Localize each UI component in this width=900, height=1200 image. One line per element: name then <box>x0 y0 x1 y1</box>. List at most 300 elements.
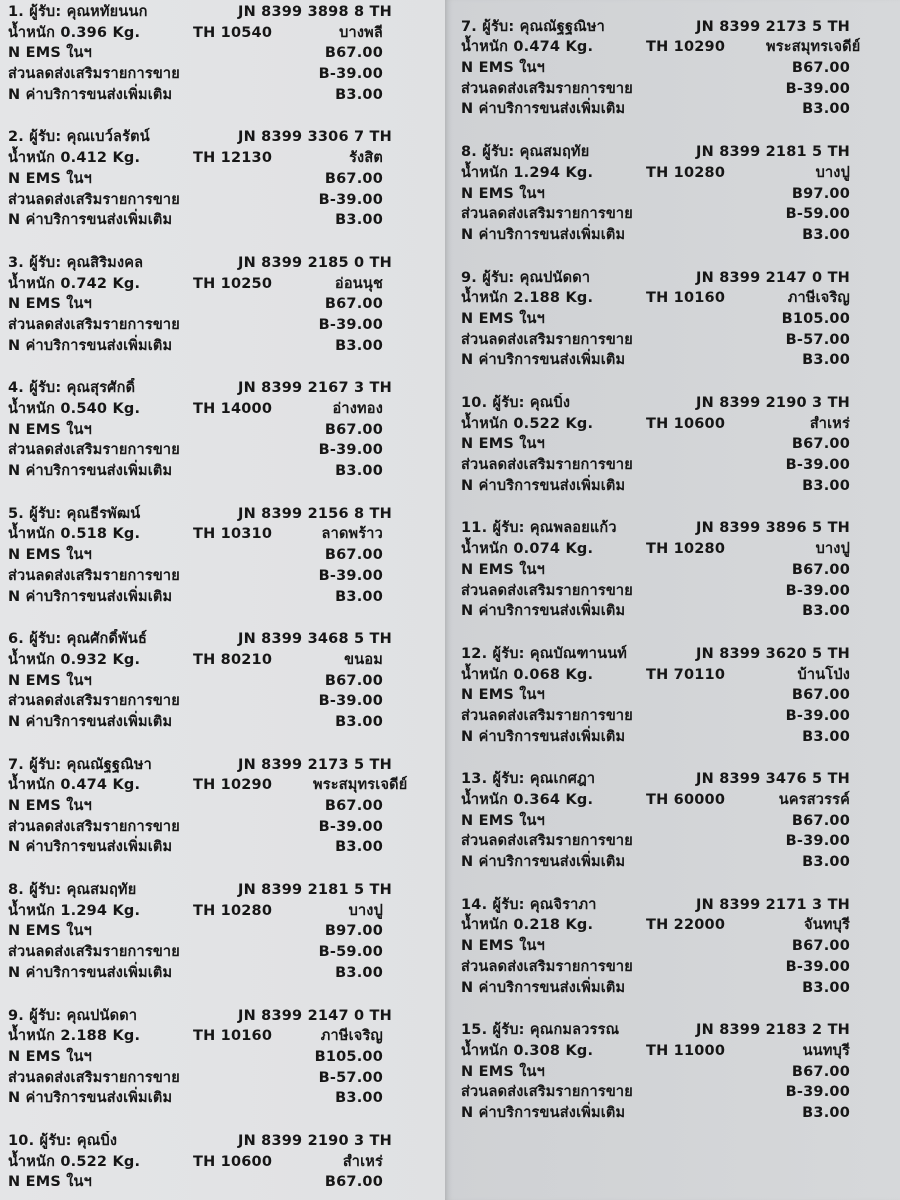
recipient <box>8 1006 238 1027</box>
service-fee-line <box>461 1103 850 1124</box>
ems-amount: B67.00 <box>791 561 850 578</box>
ems-amount: B67.00 <box>324 45 383 62</box>
service-fee-label: N ค่าบริการขนส่งเพิ่มเติม <box>461 1104 626 1121</box>
postcode: TH 10290 <box>646 39 726 56</box>
recipient-label: ผู้รับ: <box>492 771 525 788</box>
postcode: TH 10280 <box>193 902 273 919</box>
receipt-header-line <box>461 1020 850 1041</box>
discount-line <box>8 315 383 336</box>
service-fee-label: N ค่าบริการขนส่งเพิ่มเติม <box>8 839 173 856</box>
service-fee-amount: B3.00 <box>335 337 383 354</box>
service-fee-amount: B3.00 <box>335 212 383 229</box>
ems-amount: B67.00 <box>324 296 383 313</box>
receipt-entry <box>461 769 850 872</box>
service-fee-line <box>8 336 383 357</box>
item-number: 6. <box>8 631 24 648</box>
tracking-number: JN 8399 2190 3 TH <box>696 395 850 411</box>
recipient-name: คุณบัณฑานนท์ <box>529 645 628 662</box>
receipt-entry <box>8 504 392 607</box>
weight-value: 1.294 <box>513 164 561 181</box>
postcode: TH 10600 <box>193 1153 273 1170</box>
service-fee-amount: B3.00 <box>335 713 383 730</box>
receipt-header-line <box>461 644 850 665</box>
tracking-number: JN 8399 3620 5 TH <box>696 645 850 662</box>
recipient-name: คุณปนัดดา <box>519 269 591 286</box>
discount-amount: B-59.00 <box>785 206 850 223</box>
district: ขนอม <box>344 651 383 668</box>
recipient-name: คุณณัฐฐณิษา <box>519 18 605 35</box>
weight-value: 0.474 <box>513 39 561 56</box>
recipient-label: ผู้รับ: <box>29 4 62 20</box>
service-fee-line <box>8 1088 383 1109</box>
weight-line <box>8 148 383 169</box>
service-fee-line <box>8 963 383 984</box>
weight <box>8 148 193 169</box>
receipt-entry <box>8 755 408 858</box>
discount-line <box>8 440 383 461</box>
postcode: TH 60000 <box>646 792 726 808</box>
service-fee-line <box>461 99 850 120</box>
weight-value: 0.540 <box>60 401 108 417</box>
ems-label: N EMS ในฯ <box>8 45 92 62</box>
item-number: 14. <box>461 896 488 913</box>
weight-unit: Kg. <box>565 39 594 56</box>
recipient-name: คุณณัฐฐณิษา <box>66 756 152 773</box>
receipt-header-line <box>8 1006 392 1027</box>
ems-amount: B67.00 <box>324 547 383 564</box>
service-fee-line <box>461 476 850 497</box>
receipt-entry <box>8 1006 392 1109</box>
weight-value: 0.522 <box>513 415 561 432</box>
discount-label: ส่วนลดส่งเสริมรายการขาย <box>8 316 180 333</box>
weight-unit: Kg. <box>565 1042 594 1059</box>
ems-label: N EMS ในฯ <box>8 170 92 187</box>
recipient-name: คุณสมฤทัย <box>66 882 137 899</box>
recipient-label: ผู้รับ: <box>29 380 62 397</box>
weight-line <box>461 414 850 435</box>
recipient <box>8 629 238 650</box>
discount-line <box>461 330 850 351</box>
receipt-entry <box>8 378 392 481</box>
service-fee-label: N ค่าบริการขนส่งเพิ่มเติม <box>461 728 626 745</box>
service-fee-label: N ค่าบริการขนส่งเพิ่มเติม <box>8 713 173 730</box>
weight-value: 2.188 <box>513 290 561 307</box>
receipt-column-left <box>0 0 445 1200</box>
tracking-number: JN 8399 2167 3 TH <box>238 380 392 397</box>
discount-label: ส่วนลดส่งเสริมรายการขาย <box>461 1084 633 1101</box>
discount-label: ส่วนลดส่งเสริมรายการขาย <box>461 206 633 223</box>
discount-line <box>8 190 383 211</box>
receipt-entry <box>8 629 392 732</box>
weight-unit: Kg. <box>112 401 141 417</box>
weight-label: น้ำหนัก <box>8 401 56 417</box>
ems-line <box>8 43 383 64</box>
recipient-label: ผู้รับ: <box>29 254 62 271</box>
weight-value: 0.518 <box>60 526 108 543</box>
weight-label: น้ำหนัก <box>461 792 509 808</box>
receipt-entry <box>8 127 392 230</box>
service-fee-label: N ค่าบริการขนส่งเพิ่มเติม <box>8 212 173 229</box>
receipt-entry <box>461 17 861 120</box>
discount-amount: B-39.00 <box>318 693 383 710</box>
recipient <box>461 1020 691 1041</box>
service-fee-label: N ค่าบริการขนส่งเพิ่มเติม <box>461 979 626 996</box>
receipt-header-line <box>8 629 392 650</box>
recipient <box>8 1131 238 1152</box>
service-fee-amount: B3.00 <box>802 979 850 996</box>
ems-amount: B67.00 <box>791 812 850 829</box>
weight-label: น้ำหนัก <box>8 24 56 41</box>
ems-amount: B67.00 <box>324 672 383 689</box>
district: พระสมุทรเจดีย์ <box>766 39 861 56</box>
discount-amount: B-39.00 <box>785 80 850 97</box>
discount-line <box>461 1082 850 1103</box>
service-fee-label: N ค่าบริการขนส่งเพิ่มเติม <box>8 964 173 981</box>
weight-unit: Kg. <box>565 290 594 307</box>
discount-amount: B-39.00 <box>785 707 850 724</box>
service-fee-label: N ค่าบริการขนส่งเพิ่มเติม <box>461 854 626 871</box>
tracking-number: JN 8399 2185 0 TH <box>238 254 392 271</box>
recipient-label: ผู้รับ: <box>492 1022 525 1039</box>
ems-label: N EMS ในฯ <box>461 812 545 829</box>
item-number: 8. <box>461 144 477 161</box>
weight-unit: Kg. <box>112 902 141 919</box>
weight-line <box>8 1152 383 1173</box>
recipient-name: คุณปนัดดา <box>66 1007 138 1024</box>
tracking-number: JN 8399 3476 5 TH <box>696 771 850 788</box>
ems-label: N EMS ในฯ <box>8 421 92 438</box>
service-fee-amount: B3.00 <box>802 226 850 243</box>
weight-unit: Kg. <box>565 164 594 181</box>
ems-amount: B97.00 <box>324 923 383 940</box>
recipient <box>8 253 238 274</box>
service-fee-line <box>461 601 850 622</box>
receipt-header-line <box>8 1131 392 1152</box>
weight <box>8 650 193 671</box>
recipient <box>8 755 238 776</box>
service-fee-amount: B3.00 <box>802 854 850 871</box>
tracking-number: JN 8399 2173 5 TH <box>696 18 850 35</box>
receipt-header-line <box>461 769 850 790</box>
recipient-label: ผู้รับ: <box>492 395 525 411</box>
receipt-entry <box>461 1020 850 1123</box>
weight-value: 0.474 <box>60 777 108 794</box>
discount-label: ส่วนลดส่งเสริมรายการขาย <box>8 693 180 710</box>
service-fee-line <box>8 461 383 482</box>
tracking-number: JN 8399 2147 0 TH <box>238 1007 392 1024</box>
discount-line <box>8 1068 383 1089</box>
receipt-entry <box>461 268 850 371</box>
discount-label: ส่วนลดส่งเสริมรายการขาย <box>461 833 633 850</box>
discount-line <box>461 706 850 727</box>
weight-label: น้ำหนัก <box>461 1042 509 1059</box>
ems-line <box>8 545 383 566</box>
service-fee-label: N ค่าบริการขนส่งเพิ่มเติม <box>461 101 626 118</box>
receipt-entry <box>461 142 850 245</box>
item-number: 1. <box>8 4 24 20</box>
district: รังสิต <box>349 150 383 167</box>
weight-label: น้ำหนัก <box>8 902 56 919</box>
service-fee-amount: B3.00 <box>335 463 383 480</box>
ems-label: N EMS ในฯ <box>8 296 92 313</box>
recipient-label: ผู้รับ: <box>29 882 62 899</box>
item-number: 11. <box>461 520 488 537</box>
postcode: TH 10310 <box>193 526 273 543</box>
weight-unit: Kg. <box>565 666 594 683</box>
item-number: 7. <box>8 756 24 773</box>
district: บางปู <box>815 164 850 181</box>
receipt-header-line <box>8 378 392 399</box>
ems-line <box>461 936 850 957</box>
postcode: TH 10250 <box>193 275 273 292</box>
recipient-name: คุณพลอยแก้ว <box>529 520 617 537</box>
service-fee-line <box>8 837 383 858</box>
ems-amount: B67.00 <box>791 687 850 704</box>
receipt-header-line <box>461 393 850 414</box>
district: อ่อนนุช <box>334 275 383 292</box>
weight-label: น้ำหนัก <box>8 1028 56 1045</box>
recipient <box>461 142 691 163</box>
ems-line <box>8 796 383 817</box>
tracking-number: JN 8399 2156 8 TH <box>238 505 392 522</box>
item-number: 12. <box>461 645 488 662</box>
receipt-header-line <box>8 253 392 274</box>
tracking-number: JN 8399 2171 3 TH <box>696 896 850 913</box>
ems-label: N EMS ในฯ <box>8 672 92 689</box>
ems-amount: B97.00 <box>791 185 850 202</box>
receipt-header-line <box>8 504 392 525</box>
discount-line <box>461 204 850 225</box>
ems-line <box>8 921 383 942</box>
receipt-entry <box>461 644 850 747</box>
postcode: TH 10160 <box>646 290 726 307</box>
postcode: TH 10290 <box>193 777 273 794</box>
weight-label: น้ำหนัก <box>8 777 56 794</box>
ems-label: N EMS ในฯ <box>8 547 92 564</box>
ems-amount: B67.00 <box>791 436 850 453</box>
tracking-number: JN 8399 2181 5 TH <box>238 882 392 899</box>
weight <box>8 274 193 295</box>
weight-unit: Kg. <box>112 24 141 41</box>
district: ภาษีเจริญ <box>320 1028 383 1045</box>
weight-line <box>8 23 383 44</box>
weight-value: 0.364 <box>513 792 561 808</box>
ems-line <box>461 685 850 706</box>
ems-label: N EMS ในฯ <box>8 1048 92 1065</box>
weight <box>8 399 193 420</box>
weight <box>461 163 646 184</box>
ems-line <box>461 309 850 330</box>
ems-amount: B67.00 <box>324 798 383 814</box>
receipt-entry <box>461 393 850 496</box>
recipient-name: คุณจิราภา <box>529 896 597 913</box>
item-number: 3. <box>8 254 24 271</box>
discount-line <box>8 64 383 85</box>
weight <box>461 790 646 811</box>
weight-label: น้ำหนัก <box>461 917 509 934</box>
recipient-label: ผู้รับ: <box>29 505 62 522</box>
postcode: TH 10280 <box>646 541 726 558</box>
ems-line <box>8 1172 383 1193</box>
receipt-header-line <box>8 127 392 148</box>
recipient-name: คุณกมลวรรณ <box>529 1022 620 1039</box>
recipient <box>461 644 691 665</box>
ems-amount: B105.00 <box>781 310 850 327</box>
weight <box>461 414 646 435</box>
recipient <box>8 504 238 525</box>
service-fee-label: N ค่าบริการขนส่งเพิ่มเติม <box>8 463 173 480</box>
tracking-number: JN 8399 2181 5 TH <box>696 144 850 161</box>
weight-value: 1.294 <box>60 902 108 919</box>
weight-unit: Kg. <box>112 526 141 543</box>
recipient-label: ผู้รับ: <box>39 1132 72 1149</box>
ems-amount: B105.00 <box>314 1048 383 1065</box>
discount-label: ส่วนลดส่งเสริมรายการขาย <box>8 191 180 208</box>
weight-line <box>461 37 861 58</box>
item-number: 8. <box>8 882 24 899</box>
receipt-header-line <box>461 895 850 916</box>
tracking-number: JN 8399 2173 5 TH <box>238 756 392 773</box>
discount-amount: B-39.00 <box>785 582 850 599</box>
ems-line <box>461 184 850 205</box>
ems-line <box>8 169 383 190</box>
postcode: TH 10600 <box>646 415 726 432</box>
receipt-header-line <box>461 268 850 289</box>
service-fee-amount: B3.00 <box>335 1090 383 1107</box>
ems-amount: B67.00 <box>791 938 850 955</box>
item-number: 10. <box>8 1132 35 1149</box>
ems-line <box>8 1047 383 1068</box>
item-number: 15. <box>461 1022 488 1039</box>
weight-unit: Kg. <box>565 917 594 934</box>
weight-unit: Kg. <box>112 777 141 794</box>
weight-label: น้ำหนัก <box>461 39 509 56</box>
discount-line <box>8 566 383 587</box>
recipient <box>461 895 691 916</box>
tracking-number: JN 8399 3306 7 TH <box>238 129 392 146</box>
ems-label: N EMS ในฯ <box>461 436 545 453</box>
weight-value: 0.522 <box>60 1153 108 1170</box>
discount-label: ส่วนลดส่งเสริมรายการขาย <box>8 944 180 961</box>
service-fee-line <box>461 225 850 246</box>
weight <box>461 665 646 686</box>
weight-value: 0.218 <box>513 917 561 934</box>
receipt-header-line <box>8 2 392 23</box>
district: นนทบุรี <box>802 1042 850 1059</box>
weight-line <box>461 665 850 686</box>
service-fee-line <box>461 978 850 999</box>
district: ภาษีเจริญ <box>787 290 850 307</box>
weight-label: น้ำหนัก <box>461 415 509 432</box>
recipient <box>461 268 691 289</box>
weight-line <box>8 274 383 295</box>
postcode: TH 22000 <box>646 917 726 934</box>
recipient-label: ผู้รับ: <box>482 269 515 286</box>
discount-line <box>8 691 383 712</box>
weight-label: น้ำหนัก <box>461 666 509 683</box>
recipient-label: ผู้รับ: <box>482 144 515 161</box>
district: จันทบุรี <box>804 917 850 934</box>
service-fee-line <box>8 712 383 733</box>
weight-label: น้ำหนัก <box>461 290 509 307</box>
recipient-name: คุณธีรพัฒน์ <box>66 505 141 522</box>
weight-unit: Kg. <box>112 275 141 292</box>
discount-label: ส่วนลดส่งเสริมรายการขาย <box>461 707 633 724</box>
tracking-number: JN 8399 2190 3 TH <box>238 1132 392 1149</box>
item-number: 7. <box>461 18 477 35</box>
weight-value: 0.074 <box>513 541 561 558</box>
weight-unit: Kg. <box>565 792 594 808</box>
receipt-header-line <box>8 755 392 776</box>
ems-label: N EMS ในฯ <box>8 798 92 814</box>
discount-label: ส่วนลดส่งเสริมรายการขาย <box>461 958 633 975</box>
item-number: 9. <box>8 1007 24 1024</box>
service-fee-amount: B3.00 <box>802 477 850 494</box>
recipient-name: คุณศักดิ์พันธ์ <box>66 631 148 648</box>
ems-label: N EMS ในฯ <box>461 310 545 327</box>
recipient-name: คุณสมฤทัย <box>519 144 590 161</box>
item-number: 5. <box>8 505 24 522</box>
discount-label: ส่วนลดส่งเสริมรายการขาย <box>8 442 180 459</box>
item-number: 10. <box>461 395 488 411</box>
weight-label: น้ำหนัก <box>8 275 56 292</box>
weight-line <box>8 1026 383 1047</box>
tracking-number: JN 8399 2147 0 TH <box>696 269 850 286</box>
receipt-header-line <box>461 518 850 539</box>
weight-line <box>461 163 850 184</box>
discount-label: ส่วนลดส่งเสริมรายการขาย <box>8 818 180 835</box>
ems-label: N EMS ในฯ <box>461 561 545 578</box>
recipient <box>461 393 691 414</box>
recipient <box>8 2 238 23</box>
weight-value: 0.932 <box>60 651 108 668</box>
weight-label: น้ำหนัก <box>461 164 509 181</box>
discount-line <box>461 831 850 852</box>
service-fee-label: N ค่าบริการขนส่งเพิ่มเติม <box>8 86 173 103</box>
ems-line <box>8 671 383 692</box>
recipient-label: ผู้รับ: <box>492 896 525 913</box>
weight-unit: Kg. <box>112 1028 141 1045</box>
discount-line <box>8 817 383 838</box>
tracking-number: JN 8399 2183 2 TH <box>696 1022 850 1039</box>
weight-line <box>461 1041 850 1062</box>
discount-amount: B-39.00 <box>785 958 850 975</box>
recipient <box>8 378 238 399</box>
postcode: TH 11000 <box>646 1042 726 1059</box>
recipient-label: ผู้รับ: <box>29 129 62 146</box>
service-fee-amount: B3.00 <box>335 588 383 605</box>
weight-line <box>8 524 383 545</box>
weight <box>461 1041 646 1062</box>
weight <box>8 901 193 922</box>
discount-amount: B-39.00 <box>318 316 383 333</box>
district: บางพลี <box>339 24 383 41</box>
tracking-number: JN 8399 3898 8 TH <box>238 4 392 20</box>
service-fee-line <box>461 350 850 371</box>
weight-line <box>461 915 850 936</box>
ems-line <box>461 811 850 832</box>
tracking-number: JN 8399 3896 5 TH <box>696 520 850 537</box>
service-fee-line <box>8 85 383 106</box>
ems-label: N EMS ในฯ <box>461 185 545 202</box>
weight-line <box>8 650 383 671</box>
ems-label: N EMS ในฯ <box>461 1063 545 1080</box>
weight-unit: Kg. <box>112 1153 141 1170</box>
weight-line <box>461 539 850 560</box>
ems-line <box>461 434 850 455</box>
weight <box>8 23 193 44</box>
service-fee-label: N ค่าบริการขนส่งเพิ่มเติม <box>461 226 626 243</box>
